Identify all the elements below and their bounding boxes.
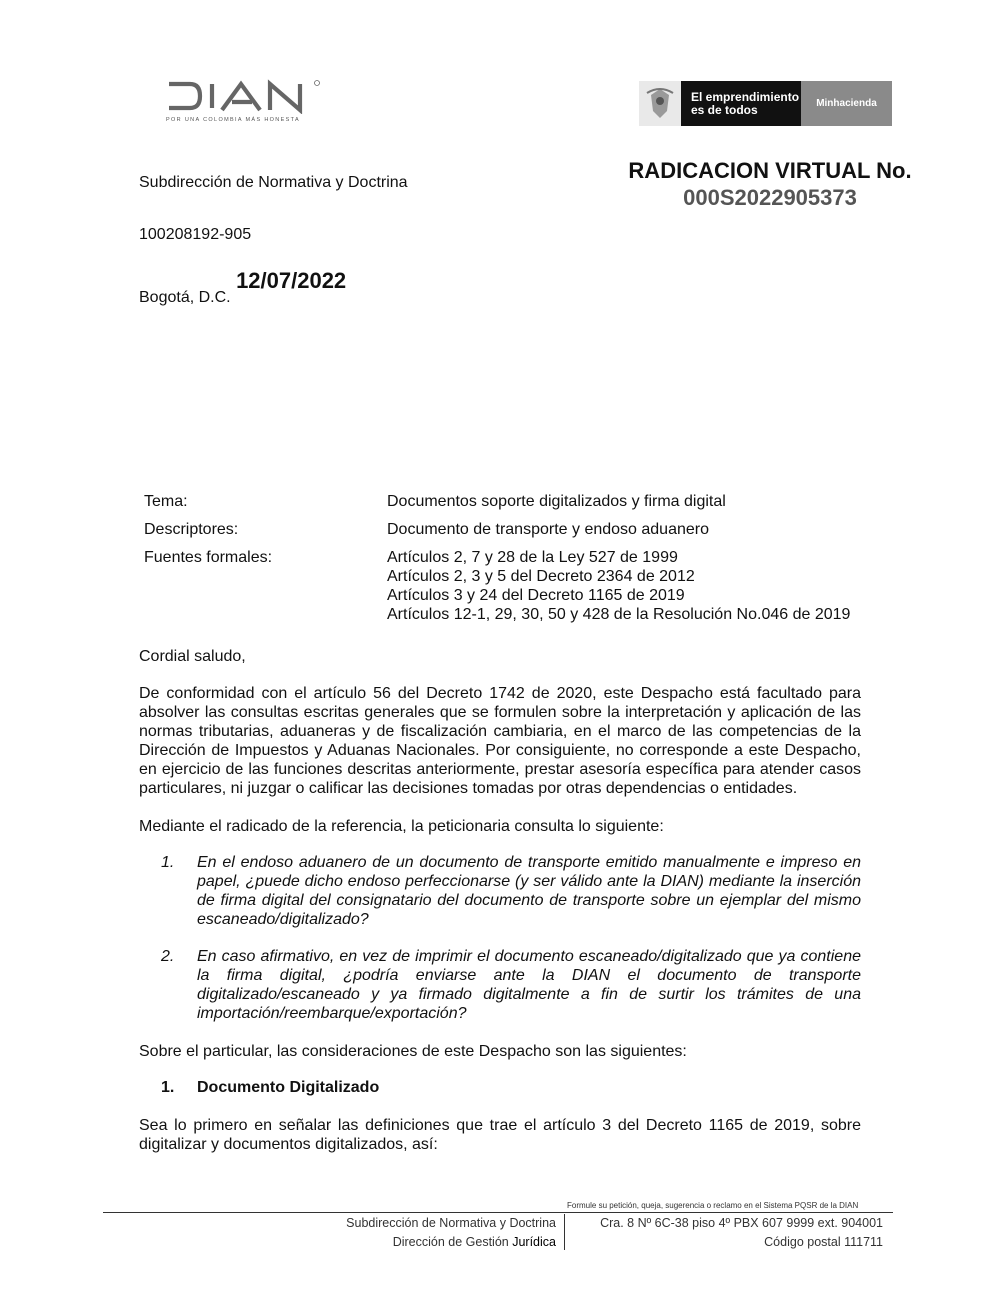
- meta-value: Artículos 2, 3 y 5 del Decreto 2364 de 2012: [387, 568, 695, 585]
- radicacion-number: 000S2022905373: [683, 185, 857, 210]
- question-number: 1.: [161, 854, 175, 871]
- question-number: 2.: [161, 948, 175, 965]
- office-name: Subdirección de Normativa y Doctrina: [139, 174, 408, 191]
- footer-postal-code: Código postal 111711: [764, 1235, 883, 1249]
- meta-value: Artículos 3 y 24 del Decreto 1165 de 2019: [387, 587, 685, 604]
- section-title: Documento Digitalizado: [197, 1079, 380, 1096]
- place: Bogotá, D.C.: [139, 289, 231, 306]
- reference-number: 100208192-905: [139, 226, 252, 243]
- meta-value: Documentos soporte digitalizados y firma digital: [387, 493, 726, 510]
- paragraph-definiciones: Sea lo primero en señalar las definiciones que trae el artículo 3 del Decreto 1165 de 2019, sobre digitalizar y documentos digitalizados, así:: [139, 1117, 861, 1153]
- meta-value: Documento de transporte y endoso aduanero: [387, 521, 709, 538]
- meta-row-tema: [144, 492, 874, 511]
- meta-value: Artículos 2, 7 y 28 de la Ley 527 de 1999: [387, 549, 678, 566]
- government-logo: [639, 81, 892, 126]
- footer-address: [573, 1214, 883, 1252]
- meta-value: Artículos 12-1, 29, 30, 50 y 428 de la Resolución No.046 de 2019: [387, 606, 851, 623]
- meta-label: Fuentes formales:: [144, 549, 273, 566]
- dian-tagline: POR UNA COLOMBIA MÁS HONESTA: [166, 117, 300, 123]
- dian-logo: [166, 78, 326, 130]
- footer-office-line1: Subdirección de Normativa y Doctrina: [346, 1216, 556, 1230]
- paragraph-competence: De conformidad con el artículo 56 del Decreto 1742 de 2020, este Despacho está facultado para absolver las consultas escritas generales que se formulen sobre la interpretación y aplicación de las normas tributarias, aduaneras y de fiscalización cambiaria, en el marco de las competencias de la Dirección de Impuestos y Aduanas Nacionales. Por consiguiente, no corresponde a este Despacho, en ejercicio de las funciones descritas anteriormente, prestar asesoría específica para atender casos particulares, ni juzgar o calificar las decisiones tomadas por otras dependencias o entidades.: [139, 685, 861, 797]
- footer-office: [260, 1214, 556, 1252]
- gov-slogan-line1: El emprendimiento: [691, 90, 800, 104]
- gov-slogan-line2: es de todos: [691, 102, 758, 117]
- footer-address-line1: Cra. 8 Nº 6C-38 piso 4º PBX 607 9999 ext. 904001: [600, 1216, 883, 1230]
- footer-pqsr-note: Formule su petición, queja, sugerencia o reclamo en el Sistema PQSR de la DIAN: [567, 1201, 859, 1210]
- letter-date: 12/07/2022: [236, 268, 347, 293]
- place-date: [139, 268, 346, 307]
- radicacion-title: RADICACION VIRTUAL No.: [628, 158, 912, 183]
- footer-vertical-divider: [564, 1214, 565, 1250]
- meta-row-fuentes: [144, 548, 874, 624]
- meta-row-descriptores: [144, 520, 874, 539]
- greeting: Cordial saludo,: [139, 648, 246, 665]
- section-number: 1.: [161, 1079, 175, 1096]
- meta-label: Descriptores:: [144, 521, 239, 538]
- meta-label: Tema:: [144, 493, 188, 510]
- footer-divider-line: [103, 1212, 893, 1213]
- footer-office-line2: [260, 1233, 556, 1252]
- footer-office-prefix: Dirección de Gestión: [392, 1235, 513, 1249]
- question-text: En el endoso aduanero de un documento de transporte emitido manualmente e impreso en papel, ¿puede dicho endoso perfeccionarse (y ser válido ante la DIAN) mediante la inserción de firma digital del consignatario del documento de transporte sobre un ejemplar del mismo escaneado/digitalizado?: [197, 854, 861, 928]
- coat-of-arms-icon: [639, 81, 681, 126]
- footer-office-emph: Jurídica: [512, 1235, 556, 1249]
- dian-wordmark-icon: [166, 78, 324, 114]
- subject-table: [144, 492, 874, 633]
- ministry-label: Minhacienda: [801, 81, 892, 126]
- question-text: En caso afirmativo, en vez de imprimir el documento escaneado/digitalizado que ya contiene la firma digital, ¿podría enviarse ante la DIAN el documento de transporte digitalizado/escaneado y ya firmado digitalmente a fin de surtir los trámites de una importación/reembarque/exportación?: [197, 948, 861, 1022]
- paragraph-consulta: Mediante el radicado de la referencia, la peticionaria consulta lo siguiente:: [139, 818, 664, 835]
- paragraph-consideraciones: Sobre el particular, las consideraciones de este Despacho son las siguientes:: [139, 1043, 687, 1060]
